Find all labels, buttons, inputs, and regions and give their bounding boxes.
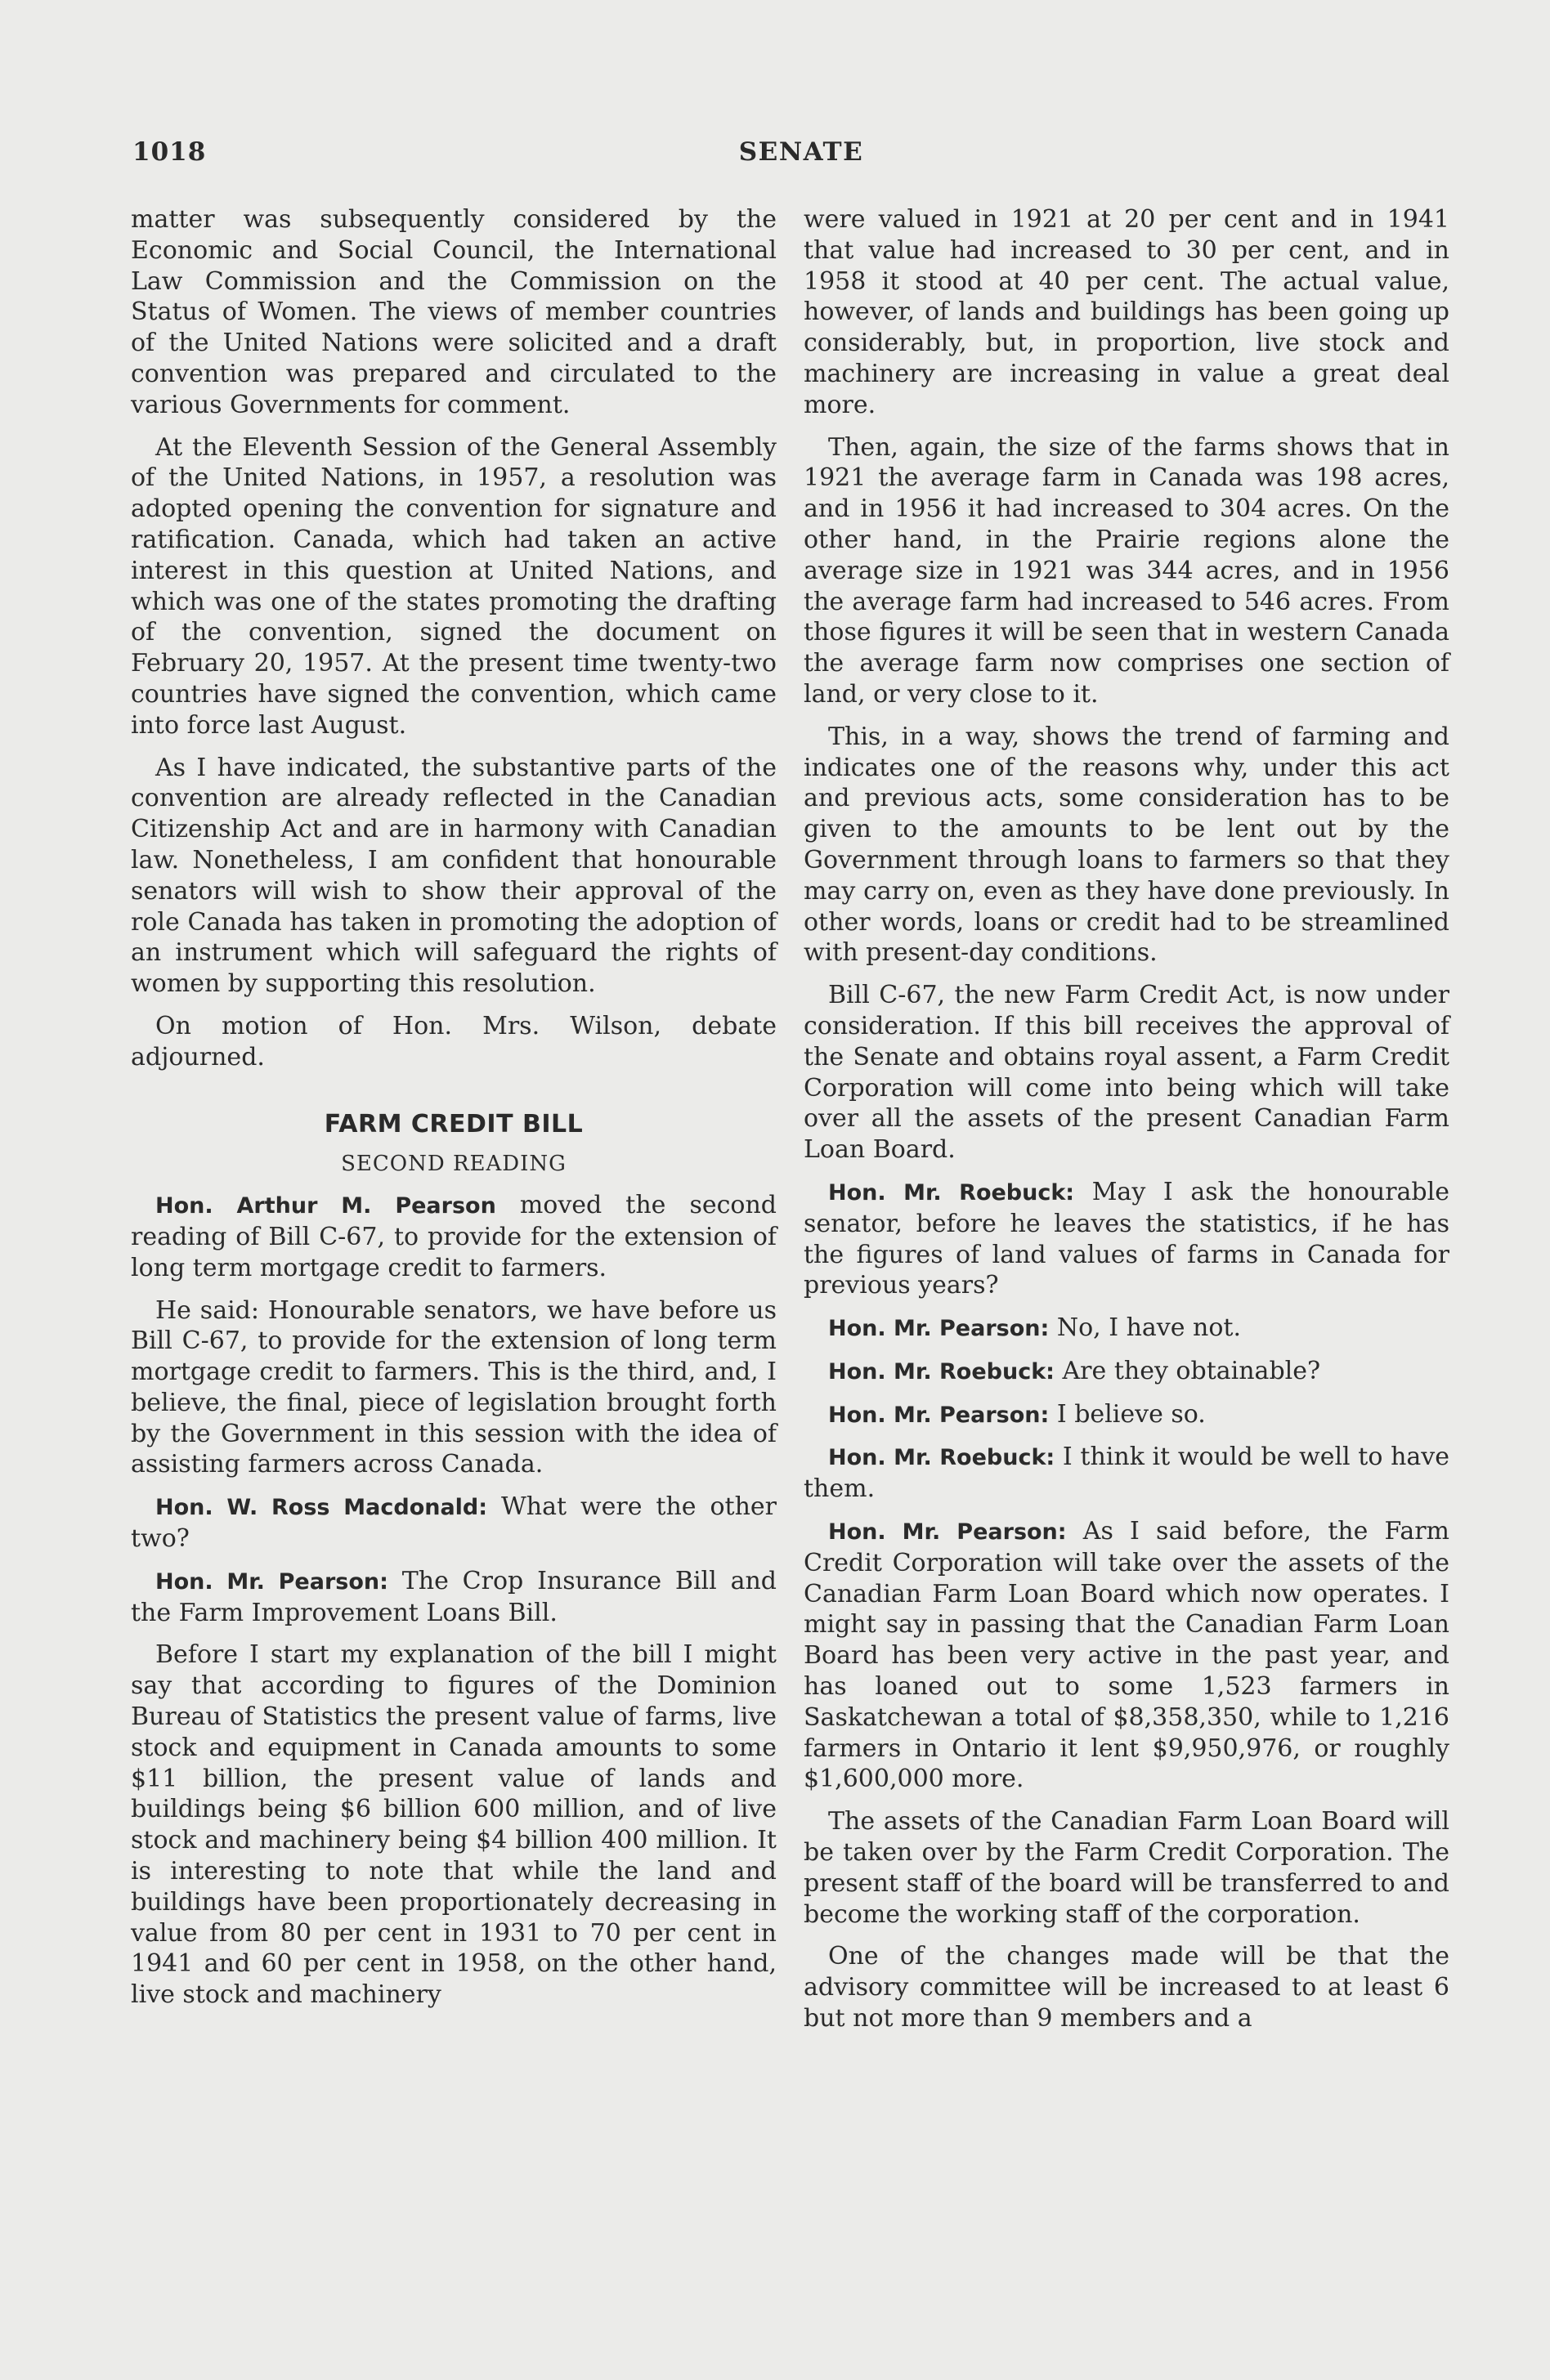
speaker-name: Hon. Mr. Pearson: [155, 1568, 388, 1595]
speech-text: No, I have not. [1049, 1313, 1242, 1343]
paragraph: The assets of the Canadian Farm Loan Board will be taken over by the Farm Credit Corporation. The present staff of the board will be transferred to and become the working staff of the corporation. [804, 1807, 1449, 1929]
speech-text: The Crop Insurance Bill and the Farm Improvement Loans Bill. [131, 1566, 777, 1627]
speech-paragraph [131, 1566, 777, 1629]
speech-paragraph [804, 1313, 1449, 1344]
speech-text: Are they obtainable? [1054, 1356, 1321, 1385]
paragraph: At the Eleventh Session of the General Assembly of the United Nations, in 1957, a resolution was adopted opening the convention for signature and ratification. Canada, which had taken an active interest in this question at United Nations, and which was one of the states promoting the drafting of the convention, signed the document on February 20, 1957. At the present time twenty-two countries have signed the convention, which came into force last August. [131, 432, 777, 740]
paragraph: He said: Honourable senators, we have before us Bill C-67, to provide for the extension of long term mortgage credit to farmers. This is the third, and, I believe, the final, piece of legislation brought forth by the Government in this session with the idea of assisting farmers across Canada. [131, 1295, 777, 1479]
speaker-name: Hon. Mr. Pearson: [828, 1402, 1050, 1428]
speaker-name: Hon. Mr. Roebuck: [828, 1358, 1055, 1385]
speech-paragraph [804, 1399, 1449, 1431]
speech-paragraph [804, 1356, 1449, 1388]
speaker-name: Hon. Mr. Pearson: [828, 1519, 1067, 1546]
running-head [131, 137, 1472, 170]
speaker-name: Hon. W. Ross Macdonald: [155, 1495, 488, 1521]
speech-paragraph [804, 1516, 1449, 1795]
speech-text: moved the second reading of Bill C-67, to provide for the extension of long term mortgage credit to farmers. [131, 1191, 777, 1282]
speech-paragraph [131, 1492, 777, 1555]
section-subheading: SECOND READING [341, 1152, 567, 1177]
speech-text: As I said before, the Farm Credit Corporation will take over the assets of the Canadian Farm Loan Board which now operates. I might say in passing that the Canadian Farm Loan Board has been very active in the past year, and has loaned out to some 1,523 farmers in Saskatchewan a total of $8,358,350, while to 1,216 farmers in Ontario it lent $9,950,976, or roughly $1,600,000 more. [804, 1517, 1450, 1794]
speech-text: I think it would be well to have them. [804, 1443, 1449, 1504]
left-column [131, 204, 777, 2022]
motion-note: On motion of Hon. Mrs. Wilson, debate adjourned. [131, 1011, 777, 1071]
paragraph: As I have indicated, the substantive parts of the convention are already reflected in the Canadian Citizenship Act and are in harmony with Canadian law. Nonetheless, I am confident that honourable senators will wish to show their approval of the role Canada has taken in promoting the adoption of an instrument which will safeguard the rights of women by supporting this resolution. [131, 753, 777, 999]
speech-paragraph [804, 1177, 1449, 1301]
speech-text: May I ask the honourable senator, before he leaves the statistics, if he has the figures of land values of farms in Canada for previous years? [804, 1177, 1449, 1300]
paragraph: One of the changes made will be that the advisory committee will be increased to at least 6 but not more than 9 members and a [804, 1942, 1449, 2033]
section-heading: FARM CREDIT BILL [324, 1109, 584, 1139]
paragraph: were valued in 1921 at 20 per cent and in 1941 that value had increased to 30 per cent, and in 1958 it stood at 40 per cent. The actual value, however, of lands and buildings has been going up considerably, but, in proportion, live stock and machinery are increasing in value a great deal more. [804, 205, 1449, 419]
speaker-name: Hon. Mr. Roebuck: [828, 1445, 1055, 1471]
speech-text: I believe so. [1049, 1399, 1206, 1429]
paragraph: matter was subsequently considered by the Economic and Social Council, the International Law Commission and the Commission on the Status of Women. The views of member countries of the United Nations were solicited and a draft convention was prepared and circulated to the various Governments for comment. [131, 205, 777, 419]
paragraph: Then, again, the size of the farms shows that in 1921 the average farm in Canada was 198 acres, and in 1956 it had increased to 304 acres. On the other hand, in the Prairie regions alone the average size in 1921 was 344 acres, and in 1956 the average farm had increased to 546 acres. From those figures it will be seen that in western Canada the average farm now comprises one section of land, or very close to it. [804, 432, 1449, 709]
page-number: 1018 [132, 137, 207, 167]
journal-title: SENATE [738, 137, 864, 167]
speaker-name: Hon. Mr. Pearson: [828, 1316, 1050, 1342]
paragraph: Before I start my explanation of the bill I might say that according to figures of the Dominion Bureau of Statistics the present value of farms, live stock and equipment in Canada amounts to some $11 billion, the present value of lands and buildings being $6 billion 600 million, and of live stock and machinery being $4 billion 400 million. It is interesting to note that while the land and buildings have been proportionately decreasing in value from 80 per cent in 1931 to 70 per cent in 1941 and 60 per cent in 1958, on the other hand, live stock and machinery [131, 1640, 777, 2010]
speech-paragraph [804, 1442, 1449, 1505]
paragraph: Bill C-67, the new Farm Credit Act, is now under consideration. If this bill receives the approval of the Senate and obtains royal assent, a Farm Credit Corporation will come into being which will take over all the assets of the present Canadian Farm Loan Board. [804, 981, 1449, 1165]
right-column [804, 204, 1449, 2046]
speaker-name: Hon. Mr. Roebuck: [828, 1179, 1075, 1206]
speech-paragraph [131, 1190, 777, 1283]
speaker-name: Hon. Arthur M. Pearson [155, 1193, 496, 1219]
speech-text: What were the other two? [131, 1492, 777, 1554]
paragraph: This, in a way, shows the trend of farming and indicates one of the reasons why, under this act and previous acts, some consideration has to be given to the amounts to be lent out by the Government through loans to farmers so that they may carry on, even as they have done previously. In other words, loans or credit had to be streamlined with present-day conditions. [804, 722, 1449, 968]
